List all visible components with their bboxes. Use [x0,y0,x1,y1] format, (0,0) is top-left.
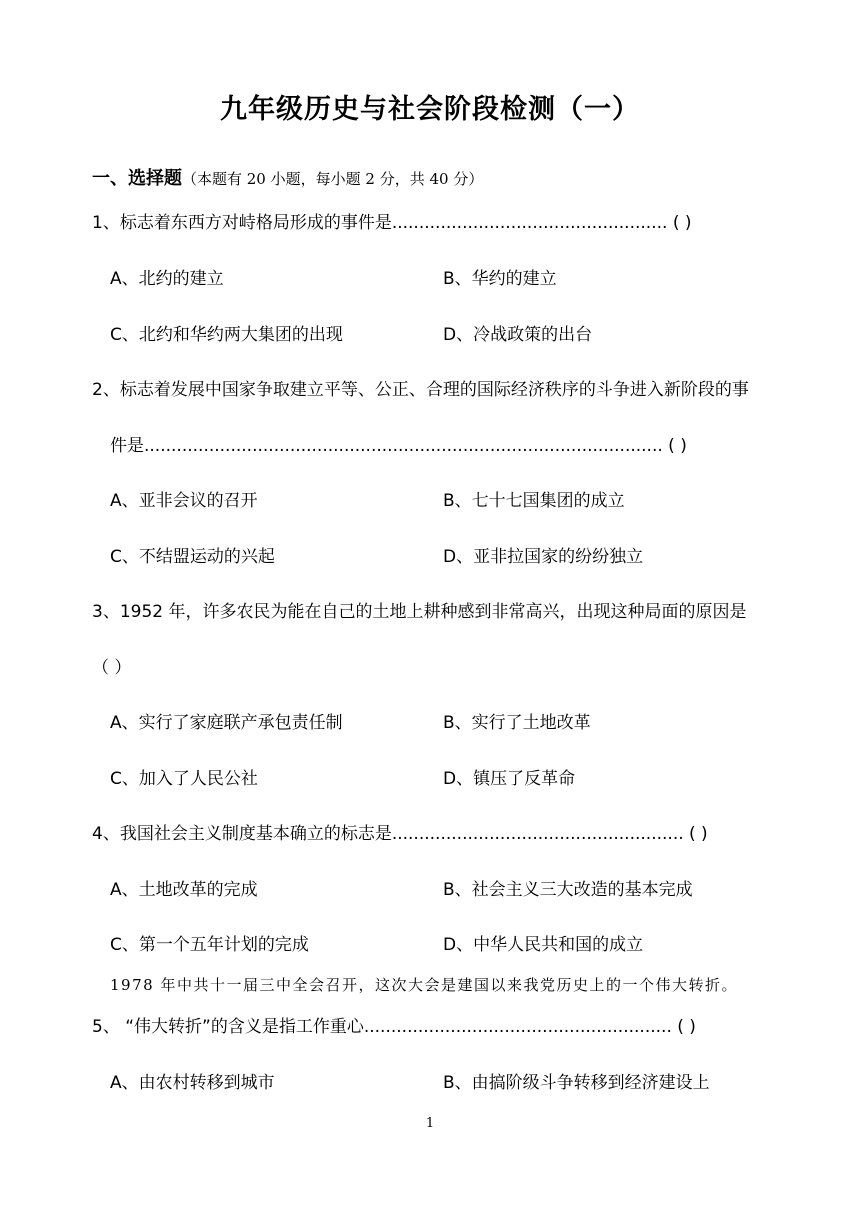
section-heading: 一、选择题 [92,168,182,189]
question-4-option-c: C、第一个五年计划的完成 [110,935,309,955]
question-1-option-d: D、冷战政策的出台 [443,325,593,345]
reading-passage: 1978 年中共十一届三中全会召开，这次大会是建国以来我党历史上的一个伟大转折。 [110,976,738,994]
page-number: 1 [425,1116,435,1131]
question-4-option-a: A、土地改革的完成 [110,880,258,900]
question-3-option-d: D、镇压了反革命 [443,769,576,789]
question-1-option-b: B、华约的建立 [443,269,557,289]
question-4-option-d: D、中华人民共和国的成立 [443,935,644,955]
question-2-option-a: A、亚非会议的召开 [110,491,258,511]
question-2-option-b: B、七十七国集团的成立 [443,491,625,511]
section-header [92,166,483,192]
question-2-option-c: C、不结盟运动的兴起 [110,547,275,567]
question-1-stem: 1、标志着东西方对峙格局形成的事件是................................................... ( ) [92,213,692,233]
question-2-stem-continued: 件是................................................................................................ ( ) [110,436,687,456]
question-2-option-d: D、亚非拉国家的纷纷独立 [443,547,644,567]
page-title: 九年级历史与社会阶段检测（一） [220,94,640,125]
question-3-stem: 3、1952 年，许多农民为能在自己的土地上耕种感到非常高兴，出现这种局面的原因是 [92,602,747,622]
question-3-option-c: C、加入了人民公社 [110,769,258,789]
question-1-option-a: A、北约的建立 [110,269,224,289]
question-4-stem: 4、我国社会主义制度基本确立的标志是...................................................... ( ) [92,824,708,844]
section-note: （本题有 20 小题，每小题 2 分，共 40 分） [182,170,484,188]
question-5-option-a: A、由农村转移到城市 [110,1073,275,1093]
question-3-option-a: A、实行了家庭联产承包责任制 [110,713,343,733]
question-4-option-b: B、社会主义三大改造的基本完成 [443,880,693,900]
question-3-option-b: B、实行了土地改革 [443,713,591,733]
question-2-stem: 2、标志着发展中国家争取建立平等、公正、合理的国际经济秩序的斗争进入新阶段的事 [92,380,749,400]
question-3-answer-bracket: （ ） [92,658,132,678]
question-5-option-b: B、由搞阶级斗争转移到经济建设上 [443,1073,710,1093]
question-5-stem: 5、 “伟大转折”的含义是指工作重心......................................................... ( ) [92,1017,696,1037]
question-1-option-c: C、北约和华约两大集团的出现 [110,325,343,345]
